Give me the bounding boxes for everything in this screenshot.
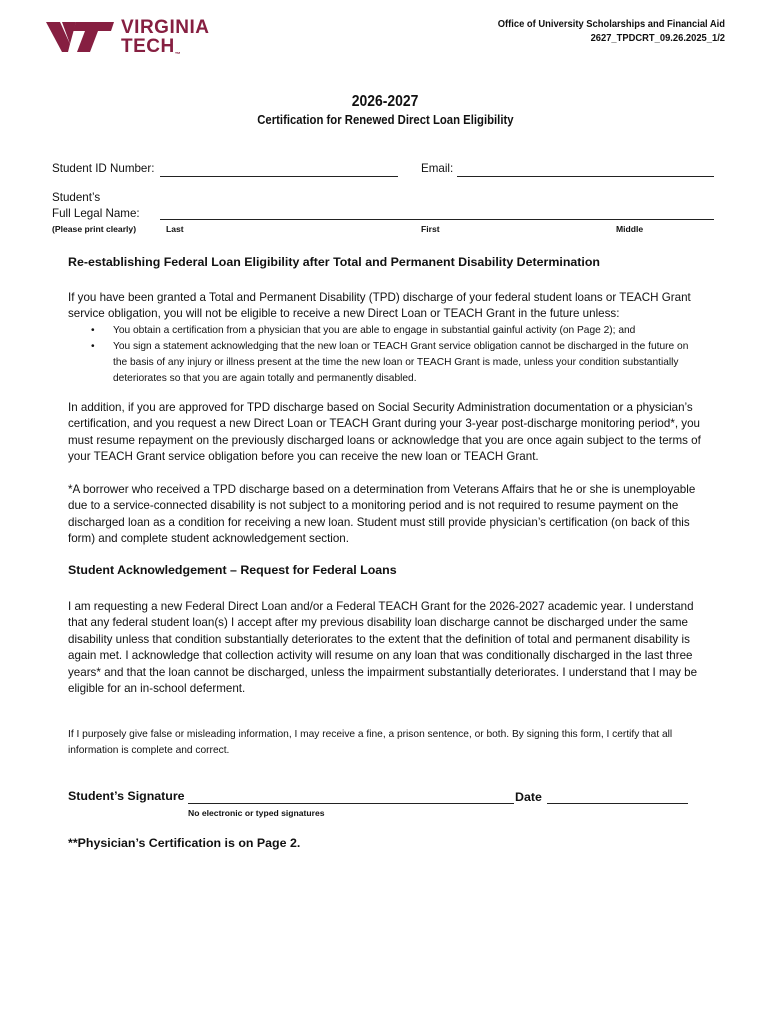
signature-note: No electronic or typed signatures [188, 808, 325, 818]
name-label-line2: Full Legal Name: [52, 207, 140, 220]
email-label: Email: [421, 162, 454, 175]
monitoring-paragraph: In addition, if you are approved for TPD discharge based on Social Security Administration documentation or a physician’s certification, and you request a new Direct Loan or TEACH Grant during your 3-year post-discharge monitoring period*, you must resume repayment on the previously discharged loans or acknowledge that you are once again subject to the terms of your TEACH Grant service obligation before you can receive the new loan or TEACH Grant. [68, 401, 701, 464]
header-info [498, 18, 725, 46]
student-id-label: Student ID Number: [52, 162, 155, 175]
academic-year-title: 2026-2027 [351, 93, 419, 110]
full-name-field[interactable] [160, 219, 714, 220]
print-clearly-note: (Please print clearly) [52, 224, 137, 234]
bullet-icon: • [91, 325, 95, 336]
bullet-item: • You obtain a certification from a physician that you are able to engage in substantial gainful activity (on Page 2); and [113, 323, 703, 339]
middle-name-caption: Middle [616, 224, 644, 234]
date-field[interactable] [547, 803, 688, 804]
date-label: Date [515, 790, 542, 804]
intro-paragraph: If you have been granted a Total and Permanent Disability (TPD) discharge of your federal student loans or TEACH Grant service obligation, you will not be eligible to receive a new Direct Loan or TEACH Grant in the future unless: [68, 291, 691, 321]
last-name-caption: Last [166, 224, 184, 234]
logo-line-tech: TECH™ [121, 36, 182, 58]
name-label-line1: Student’s [52, 191, 101, 204]
form-code: 2627_TPDCRT_09.26.2025_1/2 [590, 33, 725, 44]
email-field[interactable] [457, 176, 714, 177]
acknowledgement-paragraph: I am requesting a new Federal Direct Loan and/or a Federal TEACH Grant for the 2026-2027 academic year. I understand that any federal student loan(s) I accept after my previous disability loan discharge cannot be discharged under the same disability unless that condition substantially deteriorates to the extent that the definition of total and permanent disability is again met. I acknowledge that collection activity will resume on any loan that was conditionally discharged in the last three years* and that the loan cannot be discharged, unless the impairment substantially deteriorates. I understand that I may be eligible for an in-school deferment. [68, 600, 698, 696]
physician-certification-note: **Physician’s Certification is on Page 2. [68, 836, 301, 850]
office-name: Office of University Scholarships and Financial Aid [497, 19, 725, 30]
veterans-affairs-note: *A borrower who received a TPD discharge based on a determination from Veterans Affairs that he or she is unemployable due to a service-connected disability is not subject to a monitoring period and is not required to resume payment on the discharged loan as a condition for receiving a new loan. Student must still provide physician’s certification (on back of this form) and complete student acknowledgement section. [68, 483, 696, 546]
section-heading-reestablishing: Re-establishing Federal Loan Eligibility after Total and Permanent Disability Determination [68, 255, 600, 269]
vt-monogram-icon [46, 20, 114, 54]
first-name-caption: First [421, 224, 440, 234]
bullet-icon: • [91, 341, 95, 352]
form-subtitle: Certification for Renewed Direct Loan Eligibility [256, 113, 514, 127]
student-id-field[interactable] [160, 176, 398, 177]
bullet-item: • You sign a statement acknowledging that the new loan or TEACH Grant service obligation cannot be discharged in the future on the basis of any injury or illness present at the time the new loan or TEACH Grant is made, unless your condition substantially deteriorates so that you are again totally and permanently disabled. [91, 341, 689, 384]
section-heading-acknowledgement: Student Acknowledgement – Request for Federal Loans [68, 563, 397, 577]
logo-line-virginia: VIRGINIA [121, 17, 210, 38]
signature-field[interactable] [188, 803, 514, 804]
false-information-warning: If I purposely give false or misleading information, I may receive a fine, a prison sentence, or both. By signing this form, I certify that all information is complete and correct. [68, 729, 673, 756]
signature-label: Student’s Signature [68, 789, 185, 803]
virginia-tech-logo [46, 17, 218, 57]
